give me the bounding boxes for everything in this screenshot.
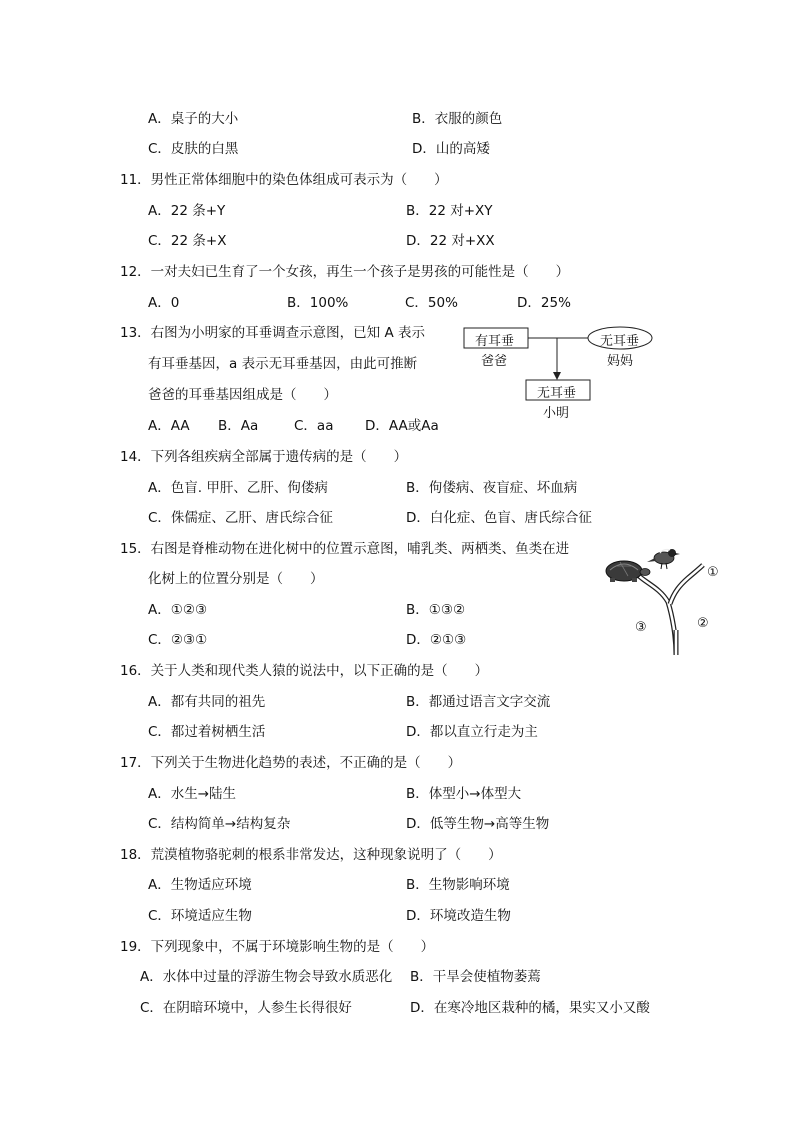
q10-option-c: C．皮肤的白黑	[148, 141, 239, 157]
q15-option-a: A．①②③	[148, 602, 208, 618]
tree-right-branch-inner	[670, 565, 703, 604]
q13-stem-line-2: 有耳垂基因，a 表示无耳垂基因，由此可推断	[148, 356, 418, 372]
q14-option-c: C．侏儒症、乙肝、唐氏综合征	[148, 510, 333, 526]
q11-option-c: C．22 条+X	[148, 233, 227, 249]
q13-stem-line-3: 爸爸的耳垂基因组成是（ ）	[148, 387, 337, 403]
q17-option-d: D．低等生物→高等生物	[406, 816, 550, 832]
turtle-icon	[606, 561, 650, 582]
q14-option-d: D．白化症、色盲、唐氏综合征	[406, 510, 592, 526]
q15-option-c: C．②③①	[148, 632, 208, 648]
q15-stem-line-1: 15．右图是脊椎动物在进化树中的位置示意图，哺乳类、两栖类、鱼类在进	[120, 541, 570, 557]
q12-option-b: B．100%	[287, 295, 349, 311]
q18-option-b: B．生物影响环境	[406, 877, 510, 893]
q18-option-d: D．环境改造生物	[406, 908, 511, 924]
tree-position-1: ①	[707, 565, 719, 580]
q14-stem: 14．下列各组疾病全部属于遗传病的是（ ）	[120, 449, 408, 465]
tree-left-branch-inner	[638, 575, 676, 655]
q14-option-a: A．色盲. 甲肝、乙肝、佝偻病	[148, 480, 328, 496]
q19-option-d: D．在寒冷地区栽种的橘，果实又小又酸	[410, 1000, 650, 1016]
tree-left-branch	[638, 575, 676, 655]
mother-label: 妈妈	[607, 354, 634, 369]
q16-option-c: C．都过着树栖生活	[148, 724, 266, 740]
q13-option-d: D．AA或Aa	[365, 418, 439, 434]
q16-option-a: A．都有共同的祖先	[148, 694, 266, 710]
q19-option-b: B．干旱会使植物萎蔫	[410, 969, 541, 985]
q18-option-c: C．环境适应生物	[148, 908, 252, 924]
child-box-text: 无耳垂	[537, 386, 577, 401]
q16-stem: 16．关于人类和现代类人猿的说法中，以下正确的是（ ）	[120, 663, 489, 679]
q19-option-c: C．在阴暗环境中，人参生长得很好	[140, 1000, 352, 1016]
tree-right-branch	[670, 565, 703, 604]
q15-option-d: D．②①③	[406, 632, 467, 648]
q13-option-a: A．AA	[148, 418, 190, 434]
child-label: 小明	[543, 406, 570, 421]
q12-option-c: C．50%	[405, 295, 458, 311]
q11-option-a: A．22 条+Y	[148, 203, 226, 219]
q17-stem: 17．下列关于生物进化趋势的表述，不正确的是（ ）	[120, 755, 462, 771]
tree-position-2: ②	[697, 616, 709, 631]
descent-arrowhead	[553, 372, 561, 380]
q17-option-c: C．结构简单→结构复杂	[148, 816, 291, 832]
q11-stem: 11．男性正常体细胞中的染色体组成可表示为（ ）	[120, 172, 448, 188]
q11-option-b: B．22 对+XY	[406, 203, 493, 219]
q16-option-d: D．都以直立行走为主	[406, 724, 538, 740]
q13-option-b: B．Aa	[218, 418, 259, 434]
q13-option-c: C．aa	[294, 418, 334, 434]
q18-stem: 18．荒漠植物骆驼刺的根系非常发达，这种现象说明了（ ）	[120, 847, 502, 863]
q11-option-d: D．22 对+XX	[406, 233, 495, 249]
q10-option-b: B．衣服的颜色	[412, 111, 503, 127]
bird-icon	[647, 549, 680, 569]
q17-option-b: B．体型小→体型大	[406, 786, 522, 802]
q18-option-a: A．生物适应环境	[148, 877, 252, 893]
q19-option-a: A．水体中过量的浮游生物会导致水质恶化	[140, 969, 393, 985]
q14-option-b: B．佝偻病、夜盲症、坏血病	[406, 480, 578, 496]
q10-option-a: A．桌子的大小	[148, 111, 239, 127]
q12-stem: 12．一对夫妇已生育了一个女孩，再生一个孩子是男孩的可能性是（ ）	[120, 264, 570, 280]
tree-position-3: ③	[635, 620, 647, 635]
q12-option-a: A．0	[148, 295, 180, 311]
q17-option-a: A．水生→陆生	[148, 786, 237, 802]
q19-stem: 19．下列现象中，不属于环境影响生物的是（ ）	[120, 939, 435, 955]
q12-option-d: D．25%	[517, 295, 571, 311]
father-label: 爸爸	[481, 354, 508, 369]
q13-stem-line-1: 13．右图为小明家的耳垂调查示意图，已知 A 表示	[120, 325, 425, 341]
q10-option-d: D．山的高矮	[412, 141, 490, 157]
q16-option-b: B．都通过语言文字交流	[406, 694, 551, 710]
father-box-text: 有耳垂	[475, 334, 515, 349]
q15-option-b: B．①③②	[406, 602, 466, 618]
mother-oval-text: 无耳垂	[600, 334, 640, 349]
q15-stem-line-2: 化树上的位置分别是（ ）	[148, 571, 324, 587]
